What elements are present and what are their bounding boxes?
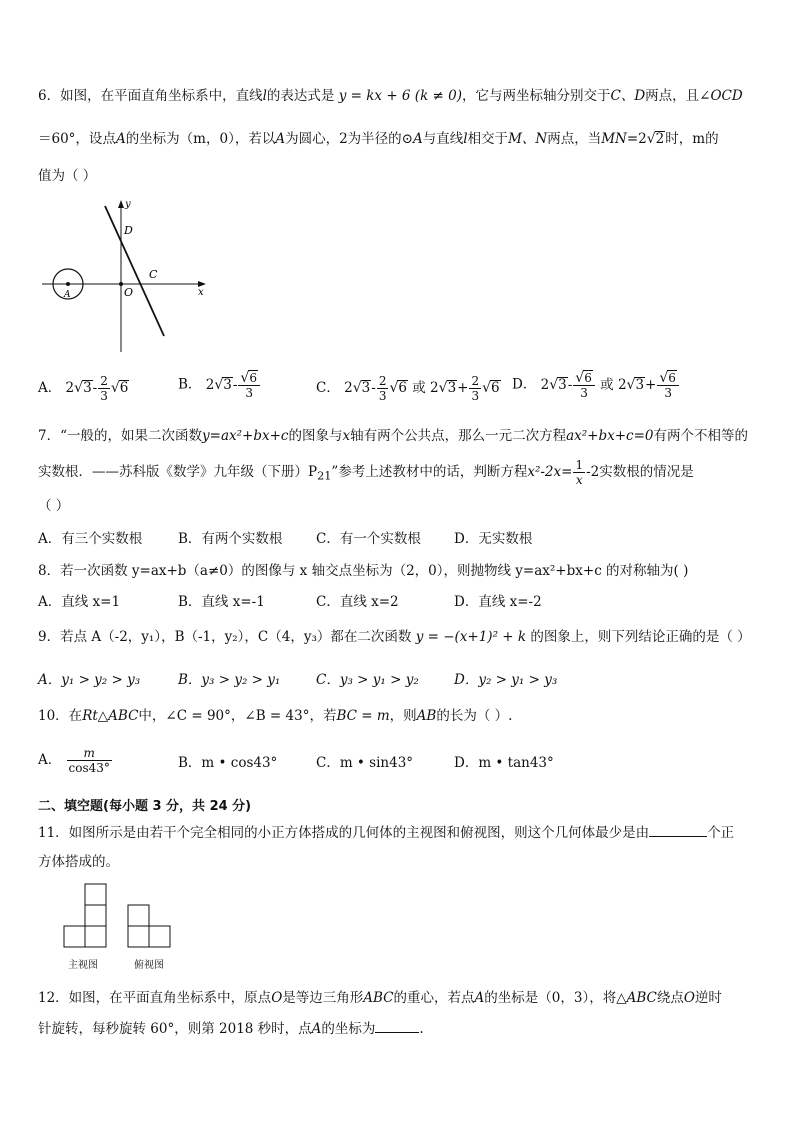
point-a	[66, 282, 70, 286]
label-c: C	[149, 268, 158, 281]
q8-option-b[interactable]: B．直线 x=-1	[178, 594, 265, 610]
q11-front-view	[60, 882, 110, 952]
label-x: x	[198, 287, 204, 298]
q9-option-d[interactable]: D．y₂ > y₁ > y₃	[454, 672, 558, 688]
q8-option-a[interactable]: A．直线 x=1	[38, 594, 121, 610]
point-o	[119, 282, 123, 286]
q7-option-b[interactable]: B．有两个实数根	[178, 531, 283, 547]
label-a: A	[64, 290, 71, 300]
q8-line: 8．若一次函数 y=ax+b（a≠0）的图像与 x 轴交点坐标为（2，0），则抛物线 y=ax²+bx+c 的对称轴为( )	[38, 563, 689, 579]
q9-line: 9．若点 A（-2，y₁），B（-1，y₂），C（4，y₃）都在二次函数 y = −(x+1)² + k 的图象上，则下列结论正确的是（ ）	[38, 629, 751, 645]
q9-option-b[interactable]: B．y₃ > y₂ > y₁	[178, 672, 281, 688]
q9-option-a[interactable]: A．y₁ > y₂ > y₃	[38, 672, 141, 688]
section-heading-fill-in: 二、填空题(每小题 3 分，共 24 分)	[38, 799, 252, 814]
q11-line-1: 11．如图所示是由若干个完全相同的小正方体搭成的几何体的主视图和俯视图，则这个几何体最少是由 个正	[38, 822, 734, 843]
caption-top-view: 俯视图	[134, 960, 164, 971]
caption-front-view: 主视图	[68, 960, 98, 971]
q7-option-d[interactable]: D．无实数根	[454, 531, 533, 547]
q6-option-c[interactable]: C． 2√3- $\frac{2}{3}$ √6 或 2√3+ $\frac{2}{3}$ √6	[316, 374, 500, 403]
label-y: y	[125, 199, 131, 210]
q10-line: 10．在Rt△ABC中，∠C = 90°，∠B = 43°，若BC = m，则AB的长为（ ）.	[38, 708, 513, 724]
y-axis-arrow-icon	[118, 200, 124, 208]
q6-line-3: 值为（ ）	[38, 168, 97, 184]
q11-top-view	[126, 902, 182, 952]
q6-option-b[interactable]: B． 2√3- $\frac{√6}{3}$	[178, 370, 261, 400]
q7-option-c[interactable]: C．有一个实数根	[316, 531, 421, 547]
q6-option-d[interactable]: D． 2√3- $\frac{√6}{3}$ 或 2√3+ $\frac{√6}{3}$	[512, 370, 680, 400]
q11-answer-blank[interactable]	[649, 822, 707, 837]
q6-line-2: ＝60°，设点A的坐标为（m，0），若以A为圆心，2为半径的⊙A与直线l相交于M、N两点，当MN=2√2时，m的	[38, 131, 719, 147]
q12-line-1: 12．如图，在平面直角坐标系中，原点O是等边三角形ABC的重心，若点A的坐标是（0，3），将△ABC绕点O逆时	[38, 990, 722, 1006]
q7-line-1: 7．“一般的，如果二次函数y=ax²+bx+c的图象与x轴有两个公共点，那么一元二次方程ax²+bx+c=0有两个不相等的	[38, 428, 748, 444]
q12-answer-blank[interactable]	[375, 1018, 419, 1033]
q9-option-c[interactable]: C．y₃ > y₁ > y₂	[316, 672, 419, 688]
q10-option-c[interactable]: C．m • sin43°	[316, 755, 414, 771]
label-d: D	[124, 224, 133, 237]
q11-line-2: 方体搭成的。	[38, 854, 119, 870]
q8-option-c[interactable]: C．直线 x=2	[316, 594, 399, 610]
q6-number: 6．	[38, 88, 61, 104]
q6-line-1: 6．如图，在平面直角坐标系中，直线l的表达式是 y = kx + 6 (k ≠ 0)，它与两坐标轴分别交于C、D两点，且∠OCD	[38, 88, 743, 104]
q6-option-a[interactable]: A． 2√3- $\frac{2}{3}$ √6	[38, 374, 129, 403]
q7-option-a[interactable]: A．有三个实数根	[38, 531, 143, 547]
q9-formula: y = −(x+1)² + k	[415, 629, 527, 645]
q7-line-2: 实数根．——苏科版《数学》九年级（下册）$P_{21}$”参考上述教材中的话，判断方程x²-2x= $\frac{1}{x}$ -2实数根的情况是	[38, 458, 694, 487]
q7-line-3: （ ）	[38, 498, 70, 514]
q12-line-2: 针旋转，每秒旋转 60°，则第 2018 秒时，点A的坐标为 .	[38, 1018, 424, 1039]
label-o: O	[124, 286, 134, 299]
q6-coordinate-figure	[38, 196, 218, 356]
q10-option-a[interactable]: A． $\frac{m}{\cos 43^\circ}$	[38, 746, 110, 775]
q8-option-d[interactable]: D．直线 x=-2	[454, 594, 542, 610]
q10-option-b[interactable]: B．m • cos43°	[178, 755, 278, 771]
q6-formula: y = kx + 6 (k ≠ 0)	[338, 88, 463, 104]
q10-option-d[interactable]: D．m • tan43°	[454, 755, 554, 771]
